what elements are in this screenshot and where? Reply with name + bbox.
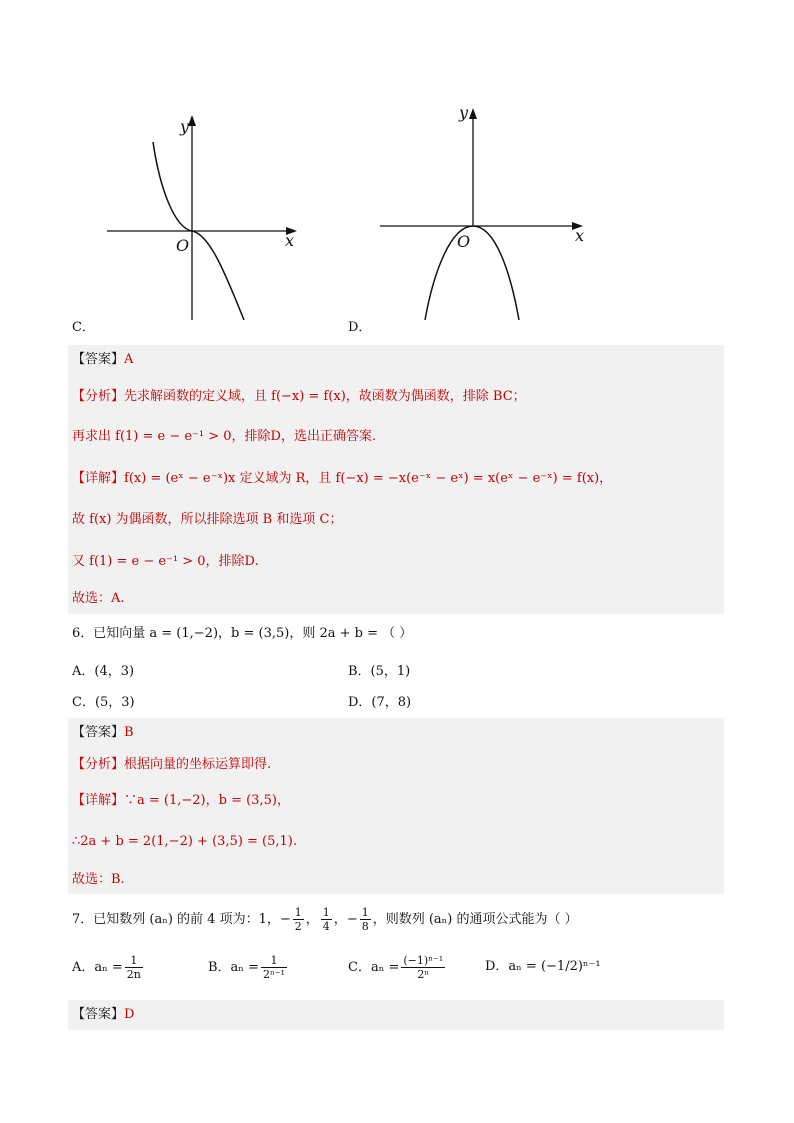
q5-detail-line2: 故 f(x) 为偶函数，所以排除选项 B 和选项 C； — [72, 512, 343, 527]
q5-detail-line3: 又 f(1) = e − e⁻¹ > 0，排除D. — [72, 554, 259, 569]
q7-option-d — [485, 954, 601, 980]
detail-tag: 【详解】 — [72, 793, 125, 808]
q7-term4-denominator: 8 — [361, 920, 369, 933]
analysis-text: 根据向量的坐标运算即得. — [124, 757, 272, 772]
option-c-label: C． — [72, 320, 95, 335]
graph-c-y-arrow — [188, 115, 196, 126]
q7-term3-denominator: 4 — [322, 920, 330, 933]
q7-term2-denominator: 2 — [294, 920, 302, 933]
analysis-tag: 【分析】 — [72, 757, 125, 772]
q7-term3-numerator: 1 — [322, 906, 330, 919]
answer-tag: 【答案】 — [72, 1007, 125, 1022]
q7-answer — [72, 1006, 134, 1024]
graph-d-y-label: y — [459, 103, 469, 122]
q7-option-a — [72, 954, 145, 981]
q5-analysis-line2: 再求出 f(1) = e − e⁻¹ > 0，排除D，选出正确答案. — [72, 429, 377, 444]
detail-text: ∵a = (1,−2)，b = (3,5)， — [124, 793, 290, 808]
graph-c-origin: O — [176, 236, 190, 255]
q6-analysis — [72, 756, 271, 774]
graph-c-y-label: y — [180, 117, 190, 136]
q6-detail-line2: ∴2a + b = 2(1,−2) + (3,5) = (5,1). — [72, 834, 297, 849]
q7-separator-1: ， — [305, 912, 319, 927]
analysis-tag: 【分析】 — [72, 389, 125, 404]
q7-option-d-value: (−1/2)ⁿ⁻¹ — [540, 959, 601, 974]
q7-term2-numerator: 1 — [294, 906, 302, 919]
q6-detail-line1 — [72, 792, 290, 810]
q7-separator-2: ， — [333, 912, 347, 927]
q7-option-b — [208, 954, 289, 981]
q7-stem-pre: 7．已知数列 (aₙ) 的前 4 项为：1， — [72, 912, 280, 927]
answer-value: A — [124, 352, 134, 367]
q7-option-c-numerator: (−1)ⁿ⁻¹ — [403, 954, 444, 967]
q7-solution-block — [68, 1000, 724, 1030]
q5-analysis-line1 — [72, 388, 526, 406]
q7-stem — [72, 906, 578, 933]
graph-d-origin: O — [457, 232, 471, 251]
graph-d-y-arrow — [469, 108, 477, 119]
q6-stem: 6．已知向量 a = (1,−2)，b = (3,5)，则 2a + b = （ ） — [72, 626, 413, 641]
q6-answer — [72, 724, 134, 742]
answer-value: B — [124, 725, 134, 740]
answer-tag: 【答案】 — [72, 725, 125, 740]
answer-value: D — [124, 1007, 135, 1022]
q5-choice: 故选：A. — [72, 591, 125, 606]
graph-d-curve — [425, 226, 519, 320]
q6-option-d: D．(7，8) — [348, 695, 412, 710]
q7-option-b-denominator: 2ⁿ⁻¹ — [262, 968, 285, 981]
q6-option-b: B．(5，1) — [348, 664, 411, 679]
q7-option-c-fraction — [401, 954, 445, 981]
detail-tag: 【详解】 — [72, 471, 125, 486]
q7-option-a-denominator: 2n — [126, 968, 141, 981]
q7-term3-fraction — [321, 906, 332, 933]
graph-c — [100, 110, 310, 325]
q7-option-c-prefix: C．aₙ = — [348, 960, 400, 975]
q6-option-a: A．(4，3) — [72, 664, 135, 679]
q7-option-a-fraction — [125, 954, 143, 981]
q7-term4-fraction — [360, 906, 371, 933]
q7-stem-post: ，则数列 (aₙ) 的通项公式能为（ ） — [372, 912, 578, 927]
q7-term2-sign: − — [279, 912, 291, 927]
graph-d — [375, 100, 595, 325]
q6-option-c: C．(5，3) — [72, 695, 135, 710]
q5-answer — [72, 351, 133, 369]
q7-option-b-numerator: 1 — [261, 954, 287, 968]
answer-tag: 【答案】 — [72, 352, 125, 367]
q7-term2-fraction — [293, 906, 304, 933]
q5-detail-line1 — [72, 470, 612, 488]
q7-term4-sign: − — [346, 912, 358, 927]
q7-option-c — [348, 954, 447, 981]
q7-option-a-numerator: 1 — [125, 954, 143, 968]
graph-d-x-label: x — [575, 226, 585, 245]
graph-c-x-label: x — [285, 231, 295, 250]
q7-option-d-prefix: D．aₙ = — [485, 959, 537, 974]
q7-term4-numerator: 1 — [361, 906, 369, 919]
q6-choice: 故选：B. — [72, 872, 125, 887]
detail-text: f(x) = (eˣ − e⁻ˣ)x 定义域为 R，且 f(−x) = −x(e⁻ˣ − eˣ) = x(eˣ − e⁻ˣ) = f(x)， — [124, 471, 613, 486]
q7-option-c-denominator: 2ⁿ — [417, 968, 430, 981]
q7-option-b-prefix: B．aₙ = — [208, 960, 259, 975]
analysis-text: 先求解函数的定义域，且 f(−x) = f(x)，故函数为偶函数，排除 BC； — [124, 389, 526, 404]
option-d-label: D． — [348, 320, 372, 335]
q7-option-b-fraction — [261, 954, 287, 981]
q7-option-a-prefix: A．aₙ = — [72, 960, 123, 975]
